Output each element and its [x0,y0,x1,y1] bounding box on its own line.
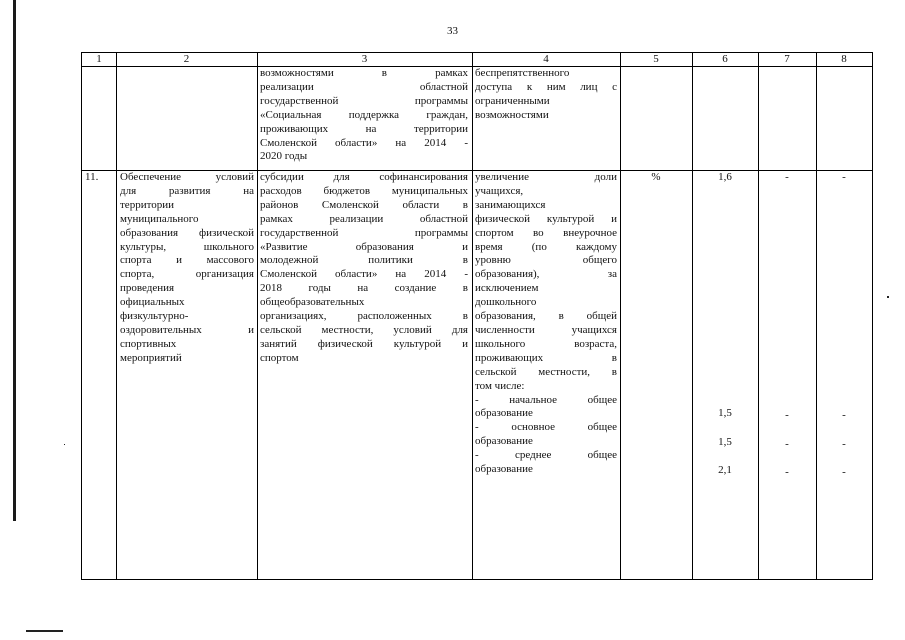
value-total-col6: 1,6 [718,171,732,183]
value-basic-col6: 1,5 [718,436,732,448]
page-number: 33 [447,25,458,37]
continued-measure-text [260,67,468,164]
value-secondary-col8: - [842,466,846,478]
text-line: Обеспечение условий [120,171,254,183]
column-header-7: 7 [784,53,790,65]
measure-text [260,171,468,366]
text-line: образования, в общей [475,310,617,323]
value-primary-col8: - [842,409,846,421]
text-line: школьного возраста, [475,337,617,350]
text-line: образование [475,407,533,420]
text-line: 2018 годы на создание в [260,282,468,295]
text-line: реализации областной [260,80,468,93]
column-divider [620,53,621,579]
value-basic-col7: - [785,438,789,450]
text-line: сельской местности, в [475,365,617,378]
column-divider [472,53,473,579]
value-total-col7: - [785,171,789,183]
scan-mark [887,296,889,298]
text-line: государственной программы [260,94,468,107]
column-divider [116,53,117,579]
text-line: оздоровительных и [120,323,254,336]
text-line: расходов бюджетов муниципальных [260,184,468,197]
text-line: образования физической [120,226,254,239]
text-line: «Развитие образования и [260,240,468,253]
text-line: том числе: [475,379,525,392]
text-line: образование [475,435,533,448]
column-header-4: 4 [543,53,549,65]
text-line: - основное общее [475,421,617,434]
continued-indicator-text [475,67,617,123]
plan-table [81,52,873,580]
text-line: уровню общего [475,254,617,267]
text-line: дошкольного [475,296,537,309]
text-line: физической культурой и [475,212,617,225]
text-line: Смоленской области» на 2014 - [260,136,468,149]
text-line: занимающихся [475,198,546,211]
scan-mark [26,630,63,632]
text-line: проведения [120,282,175,295]
text-line: организациях, расположенных в [260,310,468,323]
text-line: - среднее общее [475,449,617,462]
text-line: территории [120,198,175,211]
column-divider [692,53,693,579]
column-header-3: 3 [361,53,368,65]
text-line: государственной программы [260,226,468,239]
text-line: муниципального [120,212,199,225]
column-header-5: 5 [653,53,659,65]
text-line: образование [475,463,533,476]
value-basic-col8: - [842,438,846,450]
text-line: доступа к ним лиц с [475,80,617,93]
text-line: возможностями в рамках [260,67,468,79]
text-line: рамках реализации областной [260,212,468,225]
column-header-6: 6 [722,53,728,65]
value-primary-col7: - [785,409,789,421]
text-line: учащихся, [475,184,524,197]
text-line: время (по каждому [475,240,617,253]
value-secondary-col7: - [785,466,789,478]
value-primary-col6: 1,5 [718,407,732,419]
column-header-1: 1 [96,53,102,65]
text-line: беспрепятственного [475,67,570,79]
binding-edge [13,0,16,521]
column-divider [758,53,759,579]
indicator-text [475,171,617,477]
text-line: спортом во внеурочное [475,226,617,239]
column-header-2: 2 [183,53,190,65]
text-line: численности учащихся [475,323,617,336]
text-line: - начальное общее [475,393,617,406]
text-line: занятий физической культурой и [260,337,468,350]
text-line: общеобразовательных [260,296,365,309]
text-line: проживающих в [475,351,617,364]
text-line: мероприятий [120,351,182,364]
text-line: спортом [260,351,299,364]
text-line: субсидии для софинансирования [260,171,468,183]
text-line: Смоленской области» на 2014 - [260,268,468,281]
text-line: физкультурно- [120,310,189,323]
text-line: исключением [475,282,539,295]
row-number: 11. [85,171,99,183]
column-divider [816,53,817,579]
text-line: молодежной политики в [260,254,468,267]
text-line: «Социальная поддержка граждан, [260,108,468,121]
text-line: сельской местности, условий для [260,323,468,336]
column-header-8: 8 [841,53,847,65]
text-line: спорта, организация [120,268,254,281]
text-line: спортивных [120,337,177,350]
scan-mark [64,444,65,445]
text-line: возможностями [475,108,549,121]
column-divider [257,53,258,579]
value-total-col8: - [842,171,846,183]
value-secondary-col6: 2,1 [718,464,732,476]
text-line: проживающих на территории [260,122,468,135]
text-line: официальных [120,296,185,309]
text-line: культуры, школьного [120,240,254,253]
text-line: районов Смоленской области в [260,198,468,211]
text-line: для развития на [120,184,254,197]
text-line: ограниченными [475,94,550,107]
text-line: 2020 годы [260,150,308,163]
unit-cell: % [651,171,661,183]
text-line: увеличение доли [475,171,617,183]
event-name-text [120,171,254,366]
text-line: образования), за [475,268,617,281]
text-line: спорта и массового [120,254,254,267]
